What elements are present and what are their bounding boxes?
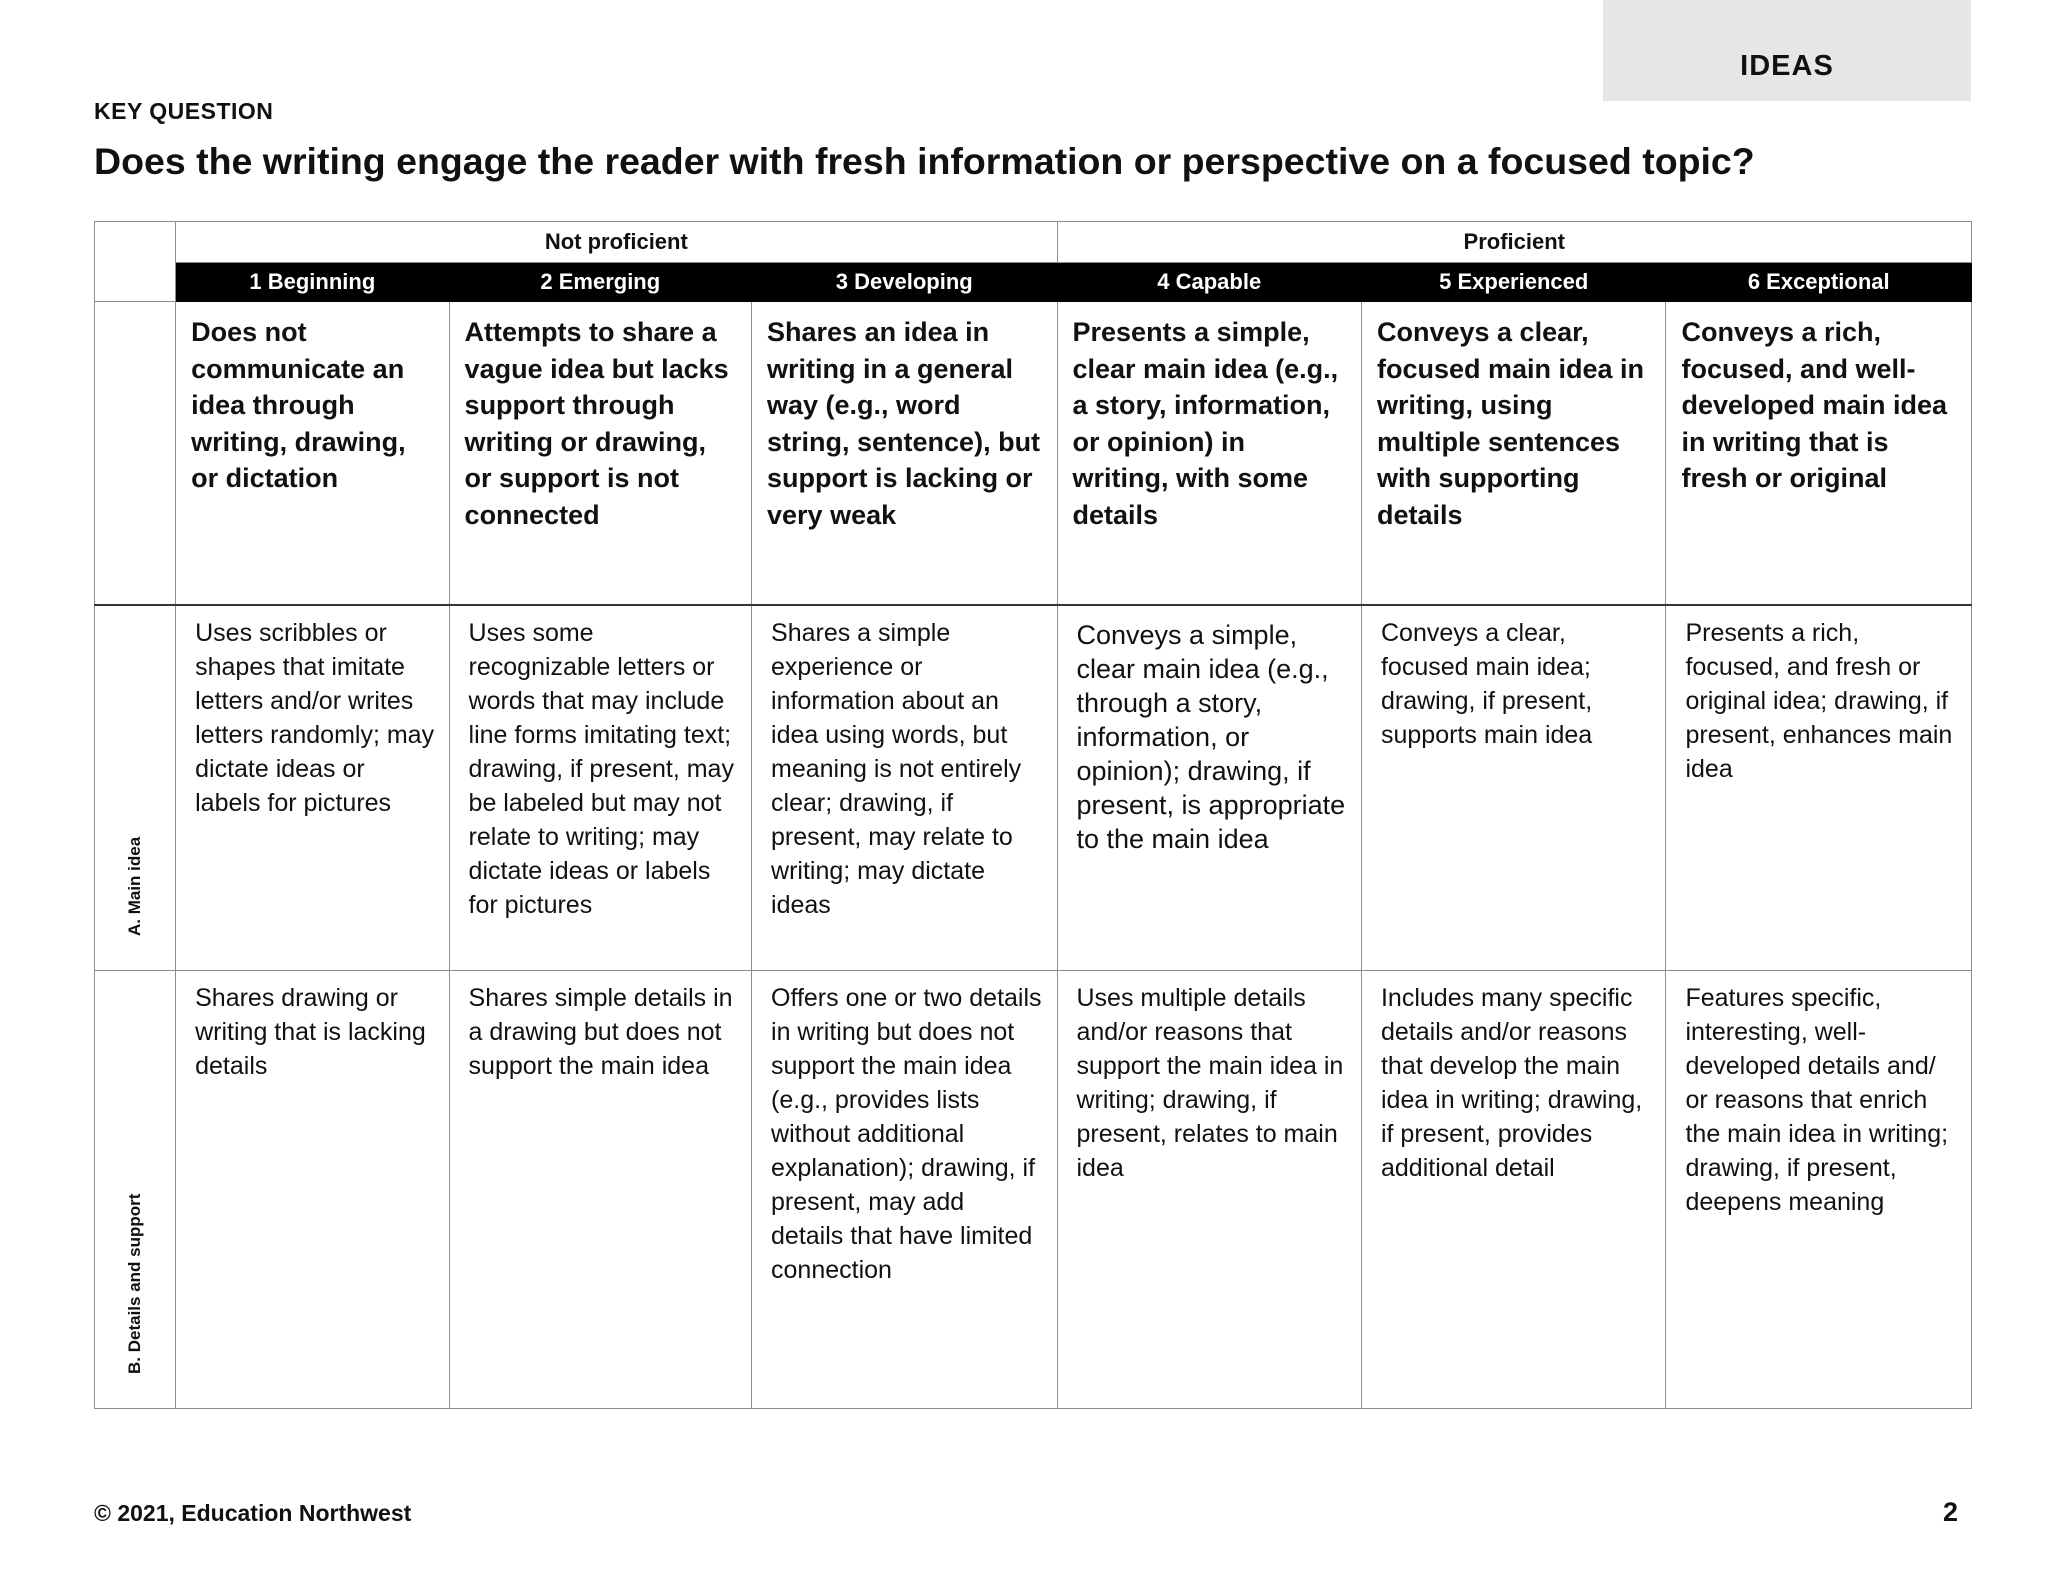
descriptor-b-1: Shares drawing or writing that is lacking details bbox=[176, 970, 449, 1408]
level-5-header: 5 Experienced bbox=[1361, 263, 1665, 302]
criterion-label-cell bbox=[95, 605, 176, 970]
descriptor-b-4: Uses multiple details and/or reasons that support the main idea in writing; drawing, if present, relates to main idea bbox=[1057, 970, 1361, 1408]
corner-cell bbox=[95, 222, 176, 302]
criterion-label-cell bbox=[95, 970, 176, 1408]
descriptor-b-2: Shares simple details in a drawing but does not support the main idea bbox=[449, 970, 751, 1408]
summary-level-1: Does not communicate an idea through writing, drawing, or dictation bbox=[176, 302, 449, 606]
descriptor-a-4: Conveys a simple, clear main idea (e.g., through a story, information, or opinion); drawing, if present, is appropriate to the main idea bbox=[1057, 605, 1361, 970]
summary-level-3: Shares an idea in writing in a general way (e.g., word string, sentence), but support is lacking or very weak bbox=[752, 302, 1057, 606]
level-4-header: 4 Capable bbox=[1057, 263, 1361, 302]
criterion-row-details-support bbox=[95, 970, 1972, 1408]
group-proficient: Proficient bbox=[1057, 222, 1972, 263]
group-not-proficient: Not proficient bbox=[176, 222, 1057, 263]
level-3-header: 3 Developing bbox=[752, 263, 1057, 302]
page-number: 2 bbox=[1942, 1497, 1958, 1527]
level-6-header: 6 Exceptional bbox=[1666, 263, 1972, 302]
section-tab: IDEAS bbox=[1603, 0, 1971, 101]
summary-level-5: Conveys a clear, focused main idea in writing, using multiple sentences with supporting details bbox=[1361, 302, 1665, 606]
descriptor-b-5: Includes many specific details and/or reasons that develop the main idea in writing; drawing, if present, provides additional detail bbox=[1361, 970, 1665, 1408]
descriptor-a-3: Shares a simple experience or information about an idea using words, but meaning is not entirely clear; drawing, if present, may relate to writing; may dictate ideas bbox=[752, 605, 1057, 970]
descriptor-a-5: Conveys a clear, focused main idea; drawing, if present, supports main idea bbox=[1361, 605, 1665, 970]
copyright: © 2021, Education Northwest bbox=[94, 1500, 412, 1526]
group-header-row bbox=[95, 222, 1972, 263]
descriptor-a-6: Presents a rich, focused, and fresh or original idea; drawing, if present, enhances main idea bbox=[1666, 605, 1972, 970]
level-1-header: 1 Beginning bbox=[176, 263, 449, 302]
summary-label-cell bbox=[95, 302, 176, 606]
summary-level-6: Conveys a rich, focused, and well-developed main idea in writing that is fresh or original bbox=[1666, 302, 1972, 606]
level-2-header: 2 Emerging bbox=[449, 263, 751, 302]
summary-level-4: Presents a simple, clear main idea (e.g., a story, information, or opinion) in writing, with some details bbox=[1057, 302, 1361, 606]
criterion-row-main-idea bbox=[95, 605, 1972, 970]
level-header-row bbox=[95, 263, 1972, 302]
criterion-label: B. Details and support bbox=[125, 1193, 145, 1374]
rubric-table bbox=[94, 221, 1972, 1401]
descriptor-a-1: Uses scribbles or shapes that imitate letters and/or writes letters randomly; may dictate ideas or labels for pictures bbox=[176, 605, 449, 970]
key-question-label: KEY QUESTION bbox=[94, 98, 274, 124]
summary-row bbox=[95, 302, 1972, 606]
descriptor-b-6: Features specific, interesting, well-developed details and/ or reasons that enrich the main idea in writing; drawing, if present, deepens meaning bbox=[1666, 970, 1972, 1408]
criterion-label: A. Main idea bbox=[125, 836, 145, 936]
key-question: Does the writing engage the reader with fresh information or perspective on a focused topic? bbox=[94, 140, 1755, 182]
descriptor-b-3: Offers one or two details in writing but does not support the main idea (e.g., provides lists without additional explanation); drawing, if present, may add details that have limited connection bbox=[752, 970, 1057, 1408]
summary-level-2: Attempts to share a vague idea but lacks support through writing or drawing, or support is not connected bbox=[449, 302, 751, 606]
descriptor-a-2: Uses some recognizable letters or words that may include line forms imitating text; drawing, if present, may be labeled but may not relate to writing; may dictate ideas or labels for pictures bbox=[449, 605, 751, 970]
